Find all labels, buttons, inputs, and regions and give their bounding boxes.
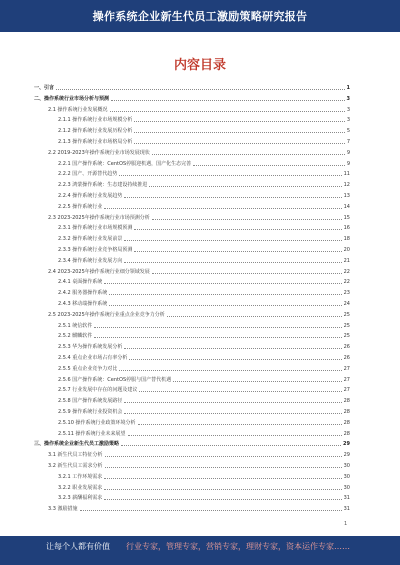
toc-entry[interactable] xyxy=(48,462,350,470)
toc-entry[interactable] xyxy=(58,484,350,492)
toc-entry-page: 25 xyxy=(343,311,350,318)
toc-leader-dots xyxy=(134,132,344,133)
toc-entry-page: 13 xyxy=(343,193,350,199)
toc-entry[interactable] xyxy=(48,149,350,157)
toc-entry-page: 7 xyxy=(346,139,350,145)
toc-entry-page: 30 xyxy=(343,484,350,491)
toc-entry-label: 2.5.8 国产操作系统发展路径 xyxy=(58,398,123,405)
toc-entry-page: 14 xyxy=(343,203,350,210)
toc-leader-dots xyxy=(119,370,341,371)
toc-entry-label: 2.5.5 重点企业竞争力对比 xyxy=(58,365,118,372)
toc-entry-page: 22 xyxy=(343,279,350,286)
toc-entry[interactable] xyxy=(58,160,350,168)
toc-entry-label: 2.2.4 操作系统行业发展趋势 xyxy=(58,193,123,199)
toc-entry[interactable] xyxy=(58,224,350,232)
toc-entry[interactable] xyxy=(34,95,350,103)
toc-leader-dots xyxy=(109,294,341,295)
toc-leader-dots xyxy=(134,229,341,230)
toc-entry-page: 3 xyxy=(346,95,350,102)
toc-entry-label: 2.5.6 国产操作系统：CentOS停服与国产替代机遇 xyxy=(58,376,172,383)
toc-entry-label: 3.2.1 工作环境需求 xyxy=(58,473,103,480)
toc-entry[interactable] xyxy=(58,332,350,340)
toc-entry[interactable] xyxy=(48,106,350,114)
toc-leader-dots xyxy=(124,240,341,241)
toc-entry[interactable] xyxy=(58,203,350,211)
toc-leader-dots xyxy=(104,208,341,209)
toc-entry-label: 2.4.1 桌面操作系统 xyxy=(58,279,103,286)
footer-slogan: 让每个人都有价值 xyxy=(46,542,110,551)
toc-leader-dots xyxy=(138,424,342,425)
toc-entry-label: 3.2.3 薪酬福利需求 xyxy=(58,495,103,502)
toc-entry-page: 22 xyxy=(343,268,350,275)
toc-entry[interactable] xyxy=(58,192,350,200)
toc-entry[interactable] xyxy=(48,505,350,513)
toc-entry[interactable] xyxy=(58,419,350,427)
toc-entry-page: 20 xyxy=(343,247,350,253)
toc-leader-dots xyxy=(134,143,344,144)
toc-leader-dots xyxy=(124,348,341,349)
toc-leader-dots xyxy=(124,197,341,198)
toc-entry[interactable] xyxy=(34,440,350,448)
toc-entry[interactable] xyxy=(58,278,350,286)
toc-entry-label: 2.4.2 服务器操作系统 xyxy=(58,290,108,297)
toc-entry-label: 2.5 2023-2025年操作系统行业重点企业竞争力分析 xyxy=(48,311,165,318)
toc-entry[interactable] xyxy=(58,289,350,297)
toc-entry[interactable] xyxy=(58,300,350,308)
toc-entry[interactable] xyxy=(58,397,350,405)
toc-leader-dots xyxy=(104,283,341,284)
toc-leader-dots xyxy=(94,337,341,338)
toc-entry-page: 29 xyxy=(343,441,350,448)
toc-entry-page: 25 xyxy=(343,322,350,329)
toc-entry-label: 2.5.1 统信软件 xyxy=(58,322,93,329)
toc-leader-dots xyxy=(129,359,341,360)
toc-entry-page: 18 xyxy=(343,236,350,243)
toc-entry[interactable] xyxy=(58,322,350,330)
toc-entry-page: 28 xyxy=(343,430,350,437)
toc-entry[interactable] xyxy=(58,354,350,362)
toc-entry[interactable] xyxy=(48,451,350,459)
toc-heading: 内容目录 xyxy=(173,58,226,73)
toc-entry-page: 28 xyxy=(343,419,350,426)
toc-entry-page: 26 xyxy=(343,344,350,351)
toc-entry-label: 2.2.3 鸿蒙操作系统：生态建设持续推进 xyxy=(58,182,148,189)
toc-leader-dots xyxy=(119,175,341,176)
toc-entry[interactable] xyxy=(58,235,350,243)
toc-leader-dots xyxy=(105,467,342,468)
toc-entry-label: 3.2 新生代员工需求分析 xyxy=(48,463,103,469)
toc-entry-page: 16 xyxy=(343,225,350,232)
toc-leader-dots xyxy=(124,262,341,263)
toc-entry[interactable] xyxy=(58,430,350,438)
toc-entry-page: 5 xyxy=(346,128,350,135)
toc-entry-page: 30 xyxy=(343,463,350,469)
toc-entry-label: 2.1.2 操作系统行业发展历程分析 xyxy=(58,128,133,135)
toc-leader-dots xyxy=(124,402,341,403)
toc-entry[interactable] xyxy=(58,116,350,124)
toc-entry-page: 9 xyxy=(346,149,350,156)
toc-leader-dots xyxy=(149,186,341,187)
toc-entry-page: 29 xyxy=(343,452,350,459)
toc-entry-page: 23 xyxy=(343,290,350,297)
toc-leader-dots xyxy=(152,154,345,155)
toc-entry-label: 2.4 2023-2025年操作系统行业细分领域发展 xyxy=(48,268,150,275)
toc-entry[interactable] xyxy=(58,343,350,351)
toc-entry-label: 2.1.1 操作系统行业市场规模分析 xyxy=(58,117,133,124)
toc-entry-page: 9 xyxy=(346,160,350,167)
toc-entry-label: 2.1 操作系统行业发展概况 xyxy=(48,106,108,113)
toc-entry-page: 21 xyxy=(343,257,350,264)
toc-leader-dots xyxy=(152,219,342,220)
toc-entry-label: 2.5.2 麒麟软件 xyxy=(58,333,93,340)
toc-entry-label: 二、操作系统行业市场分析与预测 xyxy=(34,95,110,102)
toc-leader-dots xyxy=(110,111,345,112)
toc-leader-dots xyxy=(152,273,342,274)
toc-entry-label: 2.3 2023-2025年操作系统行业市场预测分析 xyxy=(48,214,150,221)
toc-entry-label: 2.5.10 操作系统行业政策环境分析 xyxy=(58,419,136,426)
toc-leader-dots xyxy=(134,251,341,252)
toc-entry[interactable] xyxy=(48,268,350,276)
toc-leader-dots xyxy=(94,327,341,328)
toc-entry-label: 3.2.2 职业发展需求 xyxy=(58,484,103,491)
toc-entry[interactable] xyxy=(58,246,350,254)
toc-entry-label: 3.3 激励措施 xyxy=(48,506,78,513)
toc-leader-dots xyxy=(111,100,345,101)
toc-entry-label: 2.2.5 操作系统行业 xyxy=(58,203,103,210)
toc-entry-label: 2.2.1 国产操作系统：CentOS停服迎机遇，国产化生态完善 xyxy=(58,160,192,167)
toc-entry-label: 2.3.2 操作系统行业发展前景 xyxy=(58,236,123,243)
toc-entry-page: 26 xyxy=(343,355,350,361)
toc-entry-label: 2.5.9 操作系统行业投资机会 xyxy=(58,409,123,415)
toc-entry-label: 2.2 2019-2023年操作系统行业市场发展现状 xyxy=(48,149,150,156)
toc-entry[interactable] xyxy=(58,127,350,135)
toc-entry[interactable] xyxy=(48,214,350,222)
toc-leader-dots xyxy=(139,391,341,392)
toc-entry[interactable] xyxy=(34,84,350,92)
toc-entry-label: 2.2.2 国产、开源替代趋势 xyxy=(58,171,118,178)
toc-entry[interactable] xyxy=(58,473,350,481)
toc-entry-label: 一、引言 xyxy=(34,85,55,91)
toc-entry[interactable] xyxy=(58,365,350,373)
toc-entry-page: 3 xyxy=(346,106,350,113)
toc-leader-dots xyxy=(105,456,342,457)
toc-leader-dots xyxy=(193,165,345,166)
toc-leader-dots xyxy=(128,435,342,436)
toc-entry-page: 31 xyxy=(343,506,350,513)
toc-entry-label: 2.4.3 移动端操作系统 xyxy=(58,301,108,307)
toc-leader-dots xyxy=(167,316,342,317)
toc-entry-label: 3.1 新生代员工特征分析 xyxy=(48,452,103,459)
toc-entry-label: 三、操作系统企业新生代员工激励策略 xyxy=(34,441,120,448)
toc-entry[interactable] xyxy=(48,311,350,319)
toc-entry-page: 1 xyxy=(346,85,350,91)
toc-entry-page: 12 xyxy=(343,182,350,189)
toc-entry-page: 28 xyxy=(343,409,350,415)
toc-entry[interactable] xyxy=(58,386,350,394)
toc-entry-page: 15 xyxy=(343,214,350,221)
toc-leader-dots xyxy=(173,381,342,382)
toc-entry-label: 2.5.7 行业发展中存在的问题及建议 xyxy=(58,387,138,394)
toc-leader-dots xyxy=(109,305,341,306)
toc-entry[interactable] xyxy=(58,376,350,384)
toc-entry[interactable] xyxy=(58,138,350,146)
toc-entry[interactable] xyxy=(58,170,350,178)
toc-entry-label: 2.5.3 华为操作系统发展分析 xyxy=(58,344,123,351)
toc-leader-dots xyxy=(121,445,341,446)
toc-leader-dots xyxy=(104,478,341,479)
toc-entry-page: 27 xyxy=(343,376,350,383)
page-number: 1 xyxy=(344,521,348,527)
toc-leader-dots xyxy=(124,413,341,414)
toc-entry-page: 24 xyxy=(343,301,350,307)
toc-entry-page: 11 xyxy=(343,171,350,178)
toc-leader-dots xyxy=(104,499,341,500)
toc-entry-page: 25 xyxy=(343,333,350,340)
toc-entry[interactable] xyxy=(58,257,350,265)
toc-entry-page: 28 xyxy=(343,398,350,405)
report-title: 操作系统企业新生代员工激励策略研究报告 xyxy=(92,10,308,23)
toc-entry[interactable] xyxy=(58,494,350,502)
toc-leader-dots xyxy=(134,121,344,122)
toc-entry-label: 2.3.1 操作系统行业市场规模预测 xyxy=(58,225,133,232)
toc-entry-page: 31 xyxy=(343,495,350,502)
toc-entry-page: 30 xyxy=(343,473,350,480)
toc-entry-label: 2.3.3 操作系统行业竞争格局预测 xyxy=(58,247,133,253)
toc-entry-label: 2.3.4 操作系统行业发展方向 xyxy=(58,257,123,264)
toc-entry-page: 27 xyxy=(343,365,350,372)
toc-entry[interactable] xyxy=(58,181,350,189)
toc-entry-label: 2.5.4 重点企业市场占有率分析 xyxy=(58,355,128,361)
toc-entry-page: 27 xyxy=(343,387,350,394)
toc-entry-label: 2.1.3 操作系统行业市场格局分析 xyxy=(58,139,133,145)
footer-tagline: 行业专家，管理专家，营销专家，理财专家，资本运作专家…… xyxy=(126,542,350,551)
toc-leader-dots xyxy=(56,89,345,90)
toc-leader-dots xyxy=(104,489,341,490)
toc-entry-label: 2.5.11 操作系统行业未来展望 xyxy=(58,430,126,437)
toc-entry[interactable] xyxy=(58,408,350,416)
toc-leader-dots xyxy=(80,510,342,511)
toc-entry-page: 3 xyxy=(346,117,350,124)
